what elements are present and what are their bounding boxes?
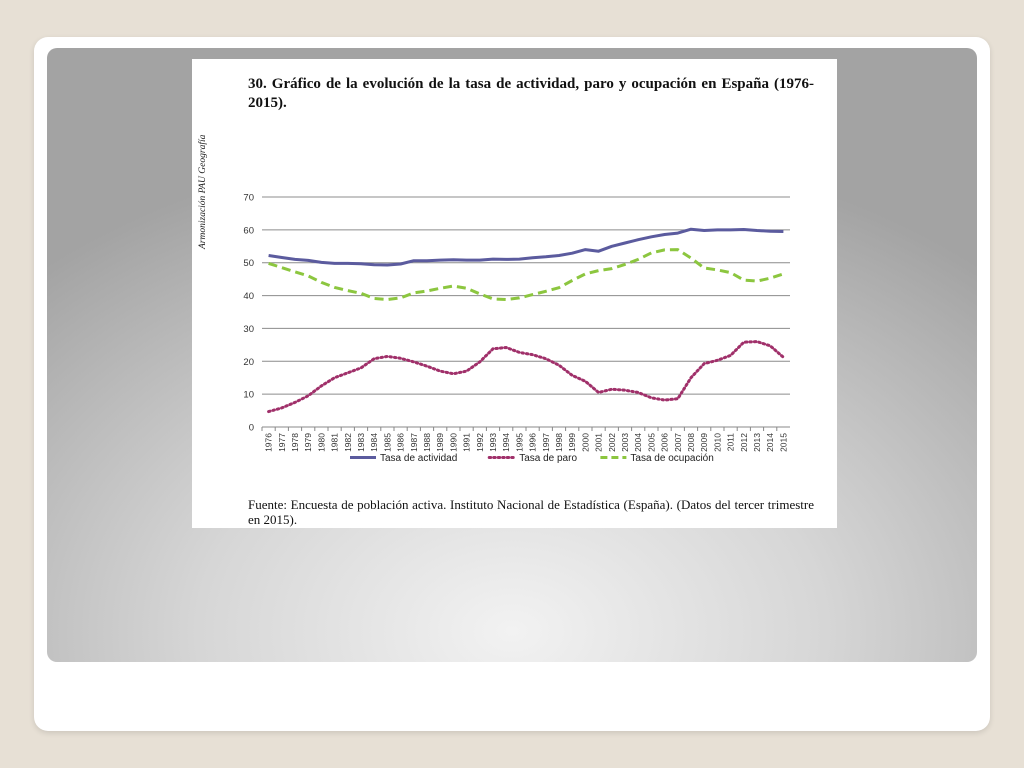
figure-source: Fuente: Encuesta de población activa. Instituto Nacional de Estadística (España). (Datos del tercer trimestre en 2015). (248, 497, 814, 527)
y-tick-label: 30 (243, 323, 254, 335)
y-tick-label: 0 (248, 422, 254, 434)
legend-label: Tasa de ocupación (630, 453, 714, 464)
x-tick-label: 1999 (567, 433, 578, 452)
x-tick-label: 1977 (276, 433, 287, 452)
x-tick-label: 2014 (765, 433, 776, 452)
x-tick-label: 2002 (606, 433, 617, 452)
y-tick-label: 10 (243, 389, 254, 401)
x-tick-label: 1996 (527, 433, 538, 452)
x-tick-label: 1983 (356, 433, 366, 452)
series-line-tasa-de-paro (269, 342, 784, 412)
y-tick-label: 50 (243, 258, 254, 270)
x-tick-label: 2012 (738, 433, 749, 452)
x-tick-label: 2011 (725, 432, 736, 452)
x-tick-label: 1992 (474, 433, 485, 452)
line-chart (230, 187, 830, 467)
x-tick-label: 1991 (461, 433, 472, 452)
x-tick-label: 1976 (263, 433, 274, 452)
x-tick-label: 1984 (369, 433, 380, 452)
legend-label: Tasa de paro (519, 453, 578, 464)
slide (34, 37, 990, 731)
side-caption: Armonización PAU Geografía (198, 134, 208, 249)
x-tick-label: 1978 (290, 433, 300, 452)
x-tick-label: 2004 (633, 433, 644, 452)
x-tick-label: 2005 (646, 433, 657, 452)
x-tick-label: 2010 (712, 433, 723, 452)
x-tick-label: 1995 (514, 433, 525, 452)
x-tick-label: 1982 (342, 433, 353, 452)
x-tick-label: 1997 (540, 433, 551, 452)
y-tick-label: 40 (243, 291, 254, 303)
x-tick-label: 1979 (303, 433, 314, 452)
y-tick-label: 70 (243, 192, 254, 204)
x-tick-label: 1994 (501, 433, 512, 452)
slide-content-area (47, 48, 977, 662)
x-tick-label: 1998 (554, 433, 564, 452)
x-tick-label: 2006 (659, 433, 670, 452)
x-tick-label: 2000 (580, 433, 591, 452)
x-tick-label: 1985 (382, 433, 393, 452)
x-tick-label: 1981 (329, 433, 340, 452)
x-tick-label: 2013 (752, 433, 762, 452)
x-tick-label: 1987 (408, 433, 419, 452)
x-tick-label: 1993 (488, 433, 498, 452)
x-tick-label: 2007 (672, 433, 683, 452)
x-tick-label: 1989 (435, 433, 446, 452)
x-tick-label: 2009 (699, 433, 710, 452)
figure-title: 30. Gráfico de la evolución de la tasa de actividad, paro y ocupación en España (1976-2015). (248, 76, 814, 111)
x-tick-label: 1980 (316, 433, 327, 452)
y-tick-label: 20 (243, 356, 254, 368)
x-tick-label: 2015 (778, 433, 789, 452)
x-tick-label: 1986 (395, 433, 406, 452)
figure (192, 59, 837, 528)
legend-label: Tasa de actividad (380, 453, 458, 464)
x-tick-label: 1990 (448, 433, 459, 452)
x-tick-label: 1988 (422, 433, 432, 452)
x-tick-label: 2008 (686, 433, 696, 452)
series-line-tasa-de-actividad (269, 229, 784, 265)
x-tick-label: 2003 (620, 433, 630, 452)
x-tick-label: 2001 (593, 433, 604, 452)
y-tick-label: 60 (243, 225, 254, 237)
